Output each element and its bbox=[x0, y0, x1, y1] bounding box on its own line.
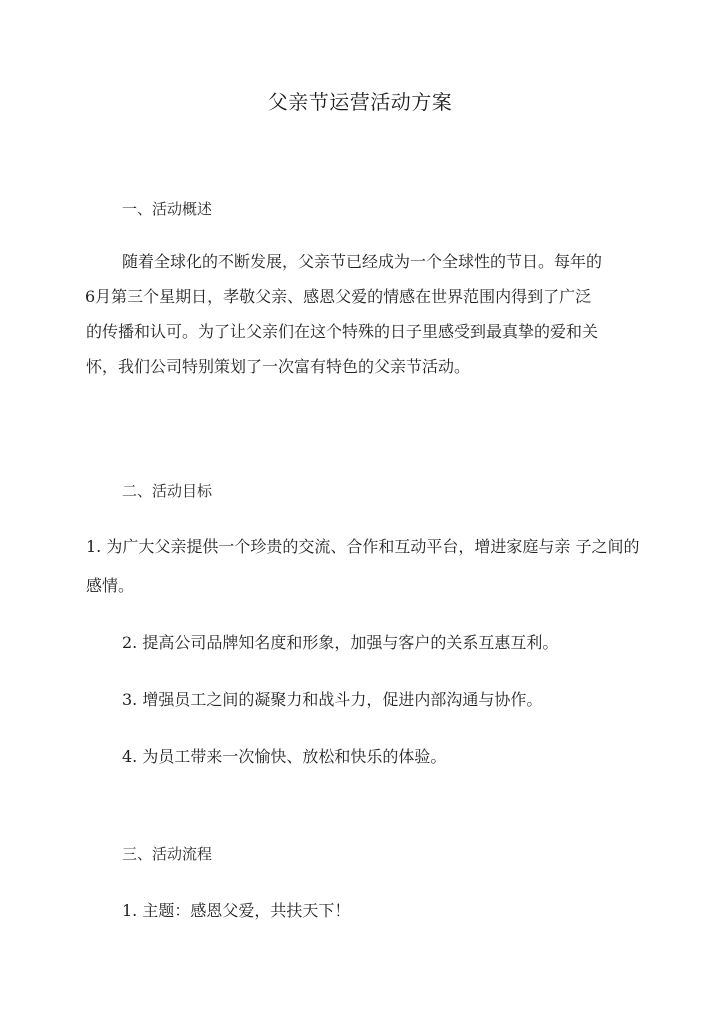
goal-item-4: 4. 为员工带来一次愉快、放松和快乐的体验。 bbox=[122, 747, 447, 766]
section-heading-goals: 二、活动目标 bbox=[122, 482, 213, 500]
document-title: 父亲节运营活动方案 bbox=[267, 90, 453, 114]
goal-item-3: 3. 增强员工之间的凝聚力和战斗力，促进内部沟通与协作。 bbox=[122, 690, 543, 709]
goal-item-2: 2. 提高公司品牌知名度和形象，加强与客户的关系互惠互利。 bbox=[122, 633, 559, 652]
paragraph-line: 随着全球化的不断发展，父亲节已经成为一个全球性的节日。每年的 bbox=[122, 252, 603, 271]
section-heading-overview: 一、活动概述 bbox=[122, 200, 213, 218]
paragraph-line: 的传播和认可。为了让父亲们在这个特殊的日子里感受到最真挚的爱和关 bbox=[86, 322, 599, 341]
paragraph-line: 6月第三个星期日，孝敬父亲、感恩父爱的情感在世界范围内得到了广泛 bbox=[85, 287, 592, 306]
paragraph-line: 怀，我们公司特别策划了一次富有特色的父亲节活动。 bbox=[86, 357, 471, 376]
section-heading-process: 三、活动流程 bbox=[122, 845, 213, 863]
overview-paragraph bbox=[86, 244, 646, 384]
goal-line: 1. 为广大父亲提供一个珍贵的交流、合作和互动平台，增进家庭与亲 bbox=[86, 537, 571, 556]
goal-line: 子之间的感情。 bbox=[86, 537, 640, 595]
process-item-1: 1. 主题：感恩父爱，共扶天下！ bbox=[122, 901, 351, 920]
goal-item-1 bbox=[86, 527, 646, 605]
